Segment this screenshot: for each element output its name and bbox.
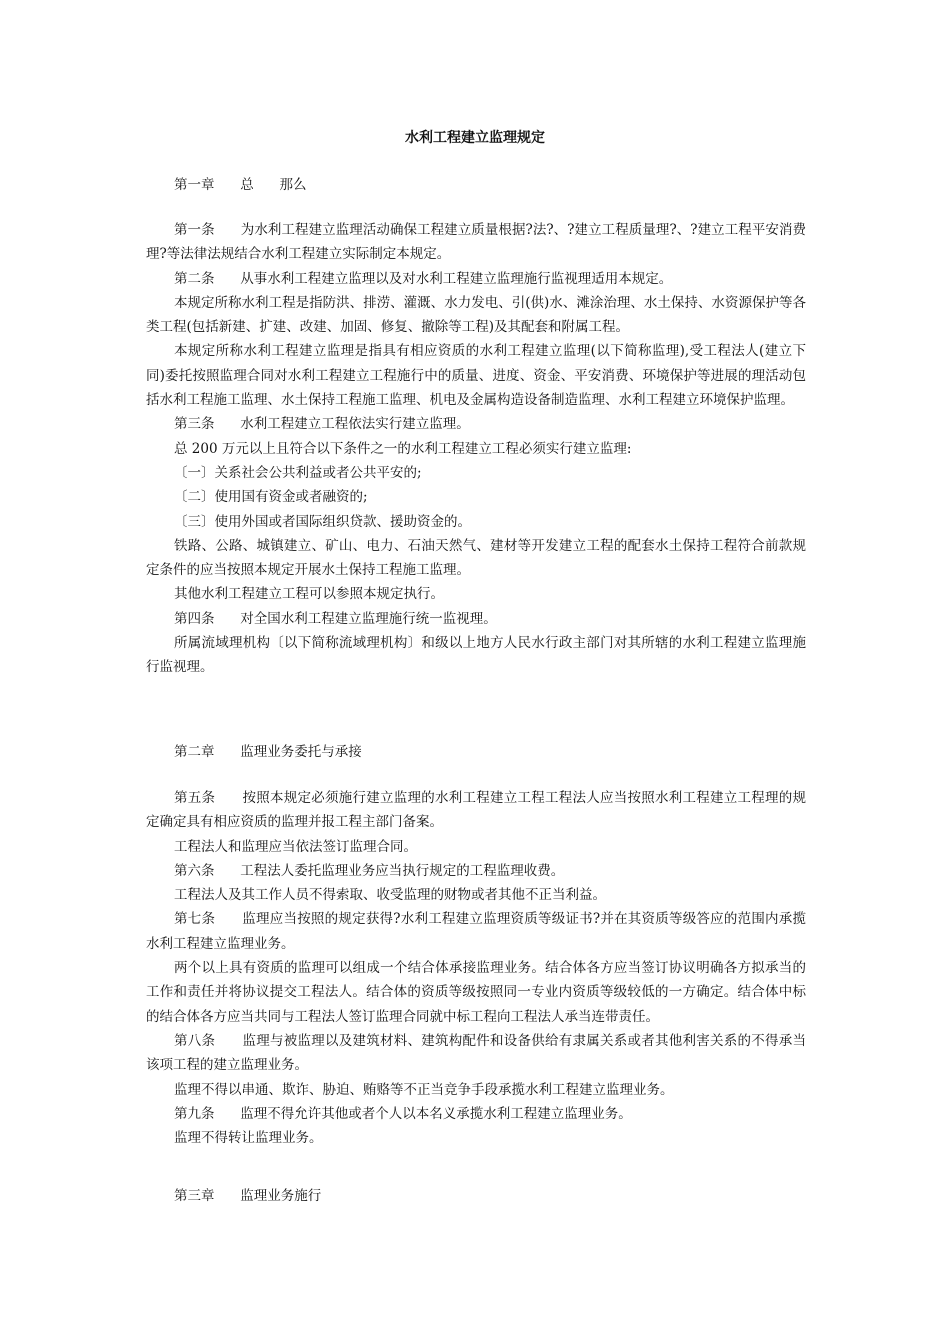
document-title: 水利工程建立监理规定	[405, 130, 545, 146]
article-7	[146, 907, 806, 956]
article-9	[146, 1102, 806, 1126]
chapter-1-heading	[174, 175, 307, 195]
article-6	[146, 859, 806, 883]
list-item: 〔一〕关系社会公共利益或者公共平安的;	[174, 464, 422, 481]
paragraph: 两个以上具有资质的监理可以组成一个结合体承接监理业务。结合体各方应当签订协议明确各方拟承当的工作和责任并将协议提交工程法人。结合体的资质等级按照同一专业内资质等级较低的一方确定。结合体中标的结合体各方应当共同与工程法人签订监理合同就中标工程向工程法人承当连带责任。	[146, 960, 806, 1025]
article-text: 监理应当按照的规定获得?水利工程建立监理资质等级证书?并在其资质等级答应的范围内承揽水利工程建立监理业务。	[146, 911, 807, 952]
chapter-2-heading	[174, 742, 362, 762]
article-number: 第三条	[174, 416, 215, 433]
article-number: 第五条	[174, 790, 216, 806]
article-8	[146, 1029, 806, 1078]
article-number: 第一条	[174, 222, 215, 238]
article-text: 监理不得允许其他或者个人以本名义承揽水利工程建立监理业务。	[240, 1105, 632, 1122]
chapter-title-part: 总	[240, 177, 254, 193]
article-number: 第四条	[174, 610, 215, 627]
article-text: 按照本规定必须施行建立监理的水利工程建立工程工程法人应当按照水利工程建立工程理的规定确定具有相应资质的监理并报工程主部门备案。	[146, 790, 806, 831]
chapter-number: 第三章	[174, 1188, 215, 1204]
article-1	[146, 218, 806, 267]
article-5	[146, 786, 806, 835]
chapter-title-part: 那么	[279, 177, 307, 193]
paragraph: 本规定所称水利工程是指防洪、排涝、灌溉、水力发电、引(供)水、滩涂治理、水土保持、水资源保护等各类工程(包括新建、扩建、改建、加固、修复、撤除等工程)及其配套和附属工程。	[146, 294, 806, 336]
paragraph: 监理不得以串通、欺诈、胁迫、贿赂等不正当竞争手段承揽水利工程建立监理业务。	[174, 1081, 674, 1098]
chapter-number: 第二章	[174, 744, 215, 760]
article-text: 从事水利工程建立监理以及对水利工程建立监理施行监视理适用本规定。	[240, 270, 673, 287]
paragraph: 工程法人和监理应当依法签订监理合同。	[174, 838, 417, 855]
article-number: 第九条	[174, 1105, 215, 1122]
article-4	[146, 607, 806, 631]
paragraph: 工程法人及其工作人员不得索取、收受监理的财物或者其他不正当利益。	[174, 887, 606, 904]
chapter-title: 监理业务施行	[240, 1188, 322, 1204]
paragraph: 所属流域理机构〔以下简称流域理机构〕和级以上地方人民水行政主部门对其所辖的水利工程建立监理施行监视理。	[146, 635, 806, 676]
article-text: 工程法人委托监理业务应当执行规定的工程监理收费。	[240, 862, 565, 879]
paragraph: 本规定所称水利工程建立监理是指具有相应资质的水利工程建立监理(以下简称监理),受工程法人(建立下同)委托按照监理合同对水利工程建立工程施行中的质量、进度、资金、平安消费、环境保护等进展的理活动包括水利工程施工监理、水土保持工程施工监理、机电及金属构造设备制造监理、水利工程建立环境保护监理。	[146, 343, 806, 409]
list-item: 〔三〕使用外国或者国际组织贷款、援助资金的。	[174, 513, 471, 530]
chapter-3-heading	[174, 1186, 321, 1206]
paragraph: 其他水利工程建立工程可以参照本规定执行。	[174, 586, 444, 603]
article-number: 第七条	[174, 911, 216, 928]
article-text: 为水利工程建立监理活动确保工程建立质量根据?法?、?建立工程质量理?、?建立工程平安消费理?等法律法规结合水利工程建立实际制定本规定。	[146, 222, 807, 263]
paragraph: 铁路、公路、城镇建立、矿山、电力、石油天然气、建材等开发建立工程的配套水土保持工程符合前款规定条件的应当按照本规定开展水土保持工程施工监理。	[146, 537, 806, 579]
article-number: 第六条	[174, 862, 215, 879]
chapter-number: 第一章	[174, 177, 215, 193]
paragraph: 总 200 万元以上且符合以下条件之一的水利工程建立工程必须实行建立监理:	[174, 440, 632, 457]
list-item: 〔二〕使用国有资金或者融资的;	[174, 489, 368, 506]
chapter-title: 监理业务委托与承接	[240, 744, 362, 760]
article-number: 第二条	[174, 270, 215, 287]
chapter-2-body	[146, 786, 806, 1150]
paragraph: 监理不得转让监理业务。	[174, 1130, 323, 1147]
article-text: 对全国水利工程建立监理施行统一监视理。	[240, 610, 497, 627]
article-text: 水利工程建立工程依法实行建立监理。	[240, 416, 470, 433]
article-3	[146, 412, 806, 436]
chapter-1-body	[146, 218, 806, 680]
article-2	[146, 267, 806, 291]
article-number: 第八条	[174, 1032, 216, 1049]
article-text: 监理与被监理以及建筑材料、建筑构配件和设备供给有隶属关系或者其他利害关系的不得承当该项工程的建立监理业务。	[146, 1032, 806, 1074]
